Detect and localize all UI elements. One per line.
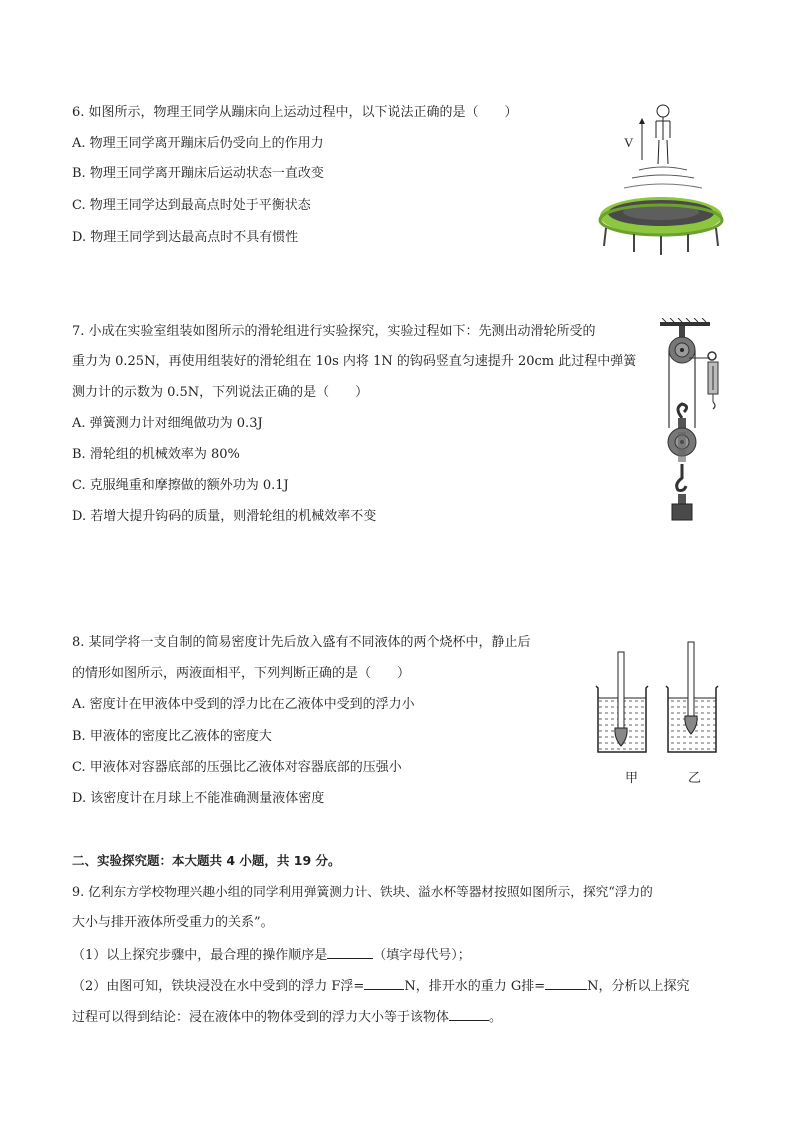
q9-item1 [72,944,471,966]
q8-stem-line2: 的情形如图所示，两液面相平，下列判断正确的是（ ） [72,666,411,681]
section-title: 二、实验探究题：本大题共 4 小题，共 19 分。 [72,853,341,868]
person-icon [656,105,670,164]
pulley-figure [652,318,732,528]
q9-line1: 9. 亿利东方学校物理兴趣小组的同学利用弹簧测力计、铁块、溢水杯等器材按照如图所示，探究“浮力的 [72,884,653,899]
q9-blank-conclusion[interactable] [449,1006,489,1021]
q8-option-d: D. 该密度计在月球上不能准确测量液体密度 [72,791,325,806]
q9-item2 [72,975,690,997]
q7-option-b: B. 滑轮组的机械效率为 80% [72,447,240,462]
q9-item3-text-a: 过程可以得到结论：浸在液体中的物体受到的浮力大小等于该物体 [72,1010,450,1025]
movable-pulley-icon [668,418,696,462]
trampoline-icon [600,197,722,255]
q6-stem: 6. 如图所示，物理王同学从蹦床向上运动过程中，以下说法正确的是（ ） [72,105,518,120]
q9-item1-text-a: （1）以上探究步骤中，最合理的操作顺序是 [72,948,328,963]
beaker-right-icon [666,642,718,752]
velocity-label: V [624,135,634,150]
fixed-pulley-icon [669,326,695,363]
q6-option-b: B. 物理王同学离开蹦床后运动状态一直改变 [72,166,324,181]
q7-stem-line1: 7. 小成在实验室组装如图所示的滑轮组进行实验探究，实验过程如下：先测出动滑轮所受的 [72,324,596,339]
q9-item2-text-a: （2）由图可知，铁块浸没在水中受到的浮力 F浮= [72,979,365,994]
beaker-left-icon [596,652,648,752]
q6-option-c: C. 物理王同学达到最高点时处于平衡状态 [72,198,311,213]
q7-option-d: D. 若增大提升钩码的质量，则滑轮组的机械效率不变 [72,509,377,524]
q9-blank-order[interactable] [327,944,373,959]
hook-icon [677,464,686,491]
weight-icon [672,504,692,520]
q9-line2: 大小与排开液体所受重力的关系”。 [72,915,274,930]
q7-stem-line3: 测力计的示数为 0.5N，下列说法正确的是（ ） [72,385,369,400]
q9-item3 [72,1006,502,1028]
q8-option-a: A. 密度计在甲液体中受到的浮力比在乙液体中受到的浮力小 [72,697,415,712]
hydrometer-beakers-figure [592,638,722,758]
beaker-label-left: 甲 [625,771,639,786]
q8-option-c: C. 甲液体对容器底部的压强比乙液体对容器底部的压强小 [72,760,402,775]
beaker-label-right: 乙 [688,771,702,786]
q9-blank-displaced-weight[interactable] [545,975,587,990]
q8-option-b: B. 甲液体的密度比乙液体的密度大 [72,729,272,744]
q7-option-c: C. 克服绳重和摩擦做的额外功为 0.1J [72,478,289,493]
trampoline-figure [594,100,724,260]
spring-scale-icon [708,352,718,409]
q9-item3-text-b: 。 [489,1010,503,1025]
q7-stem-line2: 重力为 0.25N，再使用组装好的滑轮组在 10s 内将 1N 的钩码竖直匀速提升 20cm 此过程中弹簧 [72,354,637,369]
q7-option-a: A. 弹簧测力计对细绳做功为 0.3J [72,416,263,431]
q9-item2-text-c: N，分析以上探究 [587,979,690,994]
q9-item1-text-b: （填字母代号）； [373,948,471,963]
q6-option-d: D. 物理王同学到达最高点时不具有惯性 [72,230,299,245]
q6-option-a: A. 物理王同学离开蹦床后仍受向上的作用力 [72,136,324,151]
q8-stem-line1: 8. 某同学将一支自制的简易密度计先后放入盛有不同液体的两个烧杯中，静止后 [72,635,531,650]
q9-item2-text-b: N，排开水的重力 G排= [404,979,546,994]
q9-blank-buoyancy[interactable] [364,975,404,990]
